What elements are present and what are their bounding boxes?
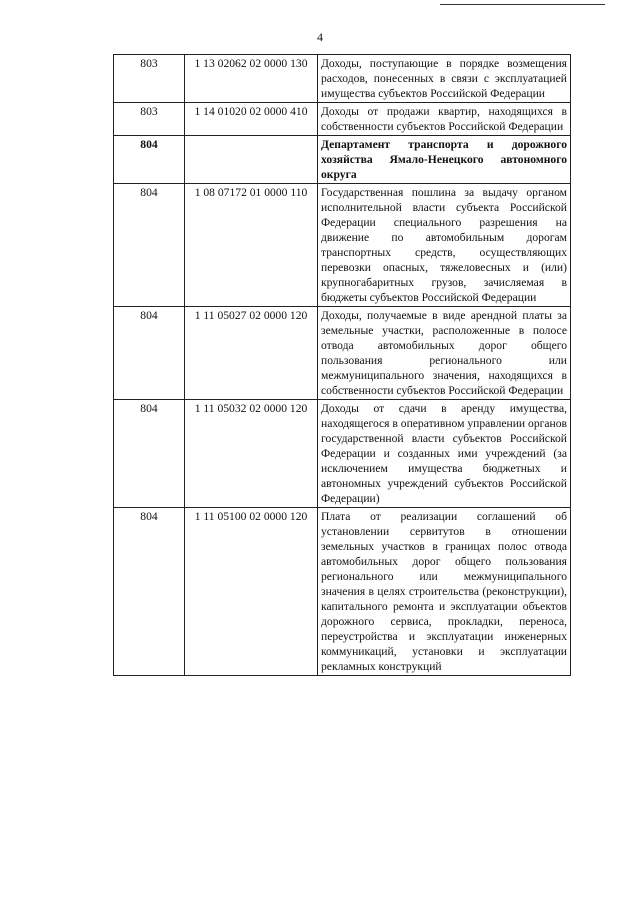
revenue-code-cell: 1 08 07172 01 0000 110 (185, 184, 318, 307)
admin-code-cell: 803 (114, 55, 185, 103)
table-row (114, 184, 571, 307)
table-row (114, 103, 571, 136)
page-number: 4 (317, 30, 323, 44)
admin-code-cell: 804 (114, 508, 185, 676)
revenue-name-cell: Доходы, поступающие в порядке возмещения расходов, понесенных в связи с эксплуатацией имущества субъектов Российской Федерации (318, 55, 571, 103)
revenue-code-cell: 1 13 02062 02 0000 130 (185, 55, 318, 103)
revenue-name-cell: Плата от реализации соглашений об установлении сервитутов в отношении земельных участков в границах полос отвода автомобильных дорог общего пользования регионального или межмуниципального значения в целях строительства (реконструкции), капитального ремонта и эксплуатации объектов дорожного сервиса, прокладки, переноса, переустройства и эксплуатации инженерных коммуникаций, установки и эксплуатации рекламных конструкций (318, 508, 571, 676)
revenue-name-cell: Доходы от продажи квартир, находящихся в собственности субъектов Российской Федерации (318, 103, 571, 136)
top-rule (440, 4, 605, 5)
revenue-code-cell: 1 11 05100 02 0000 120 (185, 508, 318, 676)
table-row (114, 508, 571, 676)
admin-code-cell: 804 (114, 184, 185, 307)
revenue-code-cell: 1 11 05032 02 0000 120 (185, 400, 318, 508)
revenue-code-cell (185, 136, 318, 184)
table-row (114, 400, 571, 508)
revenue-classification-table (113, 54, 571, 676)
revenue-name-cell: Доходы, получаемые в виде арендной платы за земельные участки, расположенные в полосе отвода автомобильных дорог общего пользования регионального или межмуниципального значения, находящихся в собственности субъектов Российской Федерации (318, 307, 571, 400)
admin-code-cell: 804 (114, 400, 185, 508)
admin-code-cell: 803 (114, 103, 185, 136)
revenue-code-cell: 1 14 01020 02 0000 410 (185, 103, 318, 136)
revenue-name-cell: Государственная пошлина за выдачу органом исполнительной власти субъекта Российской Федерации специального разрешения на движение по автомобильным дорогам транспортных средств, осуществляющих перевозки опасных, тяжеловесных и (или) крупногабаритных грузов, зачисляемая в бюджеты субъектов Российской Федерации (318, 184, 571, 307)
admin-code-cell: 804 (114, 136, 185, 184)
revenue-name-cell: Доходы от сдачи в аренду имущества, находящегося в оперативном управлении органов государственной власти субъектов Российской Федерации и созданных ими учреждений (за исключением имущества бюджетных и автономных учреждений субъектов Российской Федерации) (318, 400, 571, 508)
department-name-cell: Департамент транспорта и дорожного хозяйства Ямало-Ненецкого автономного округа (318, 136, 571, 184)
table-row (114, 307, 571, 400)
table-row (114, 55, 571, 103)
revenue-code-cell: 1 11 05027 02 0000 120 (185, 307, 318, 400)
department-header-row (114, 136, 571, 184)
admin-code-cell: 804 (114, 307, 185, 400)
